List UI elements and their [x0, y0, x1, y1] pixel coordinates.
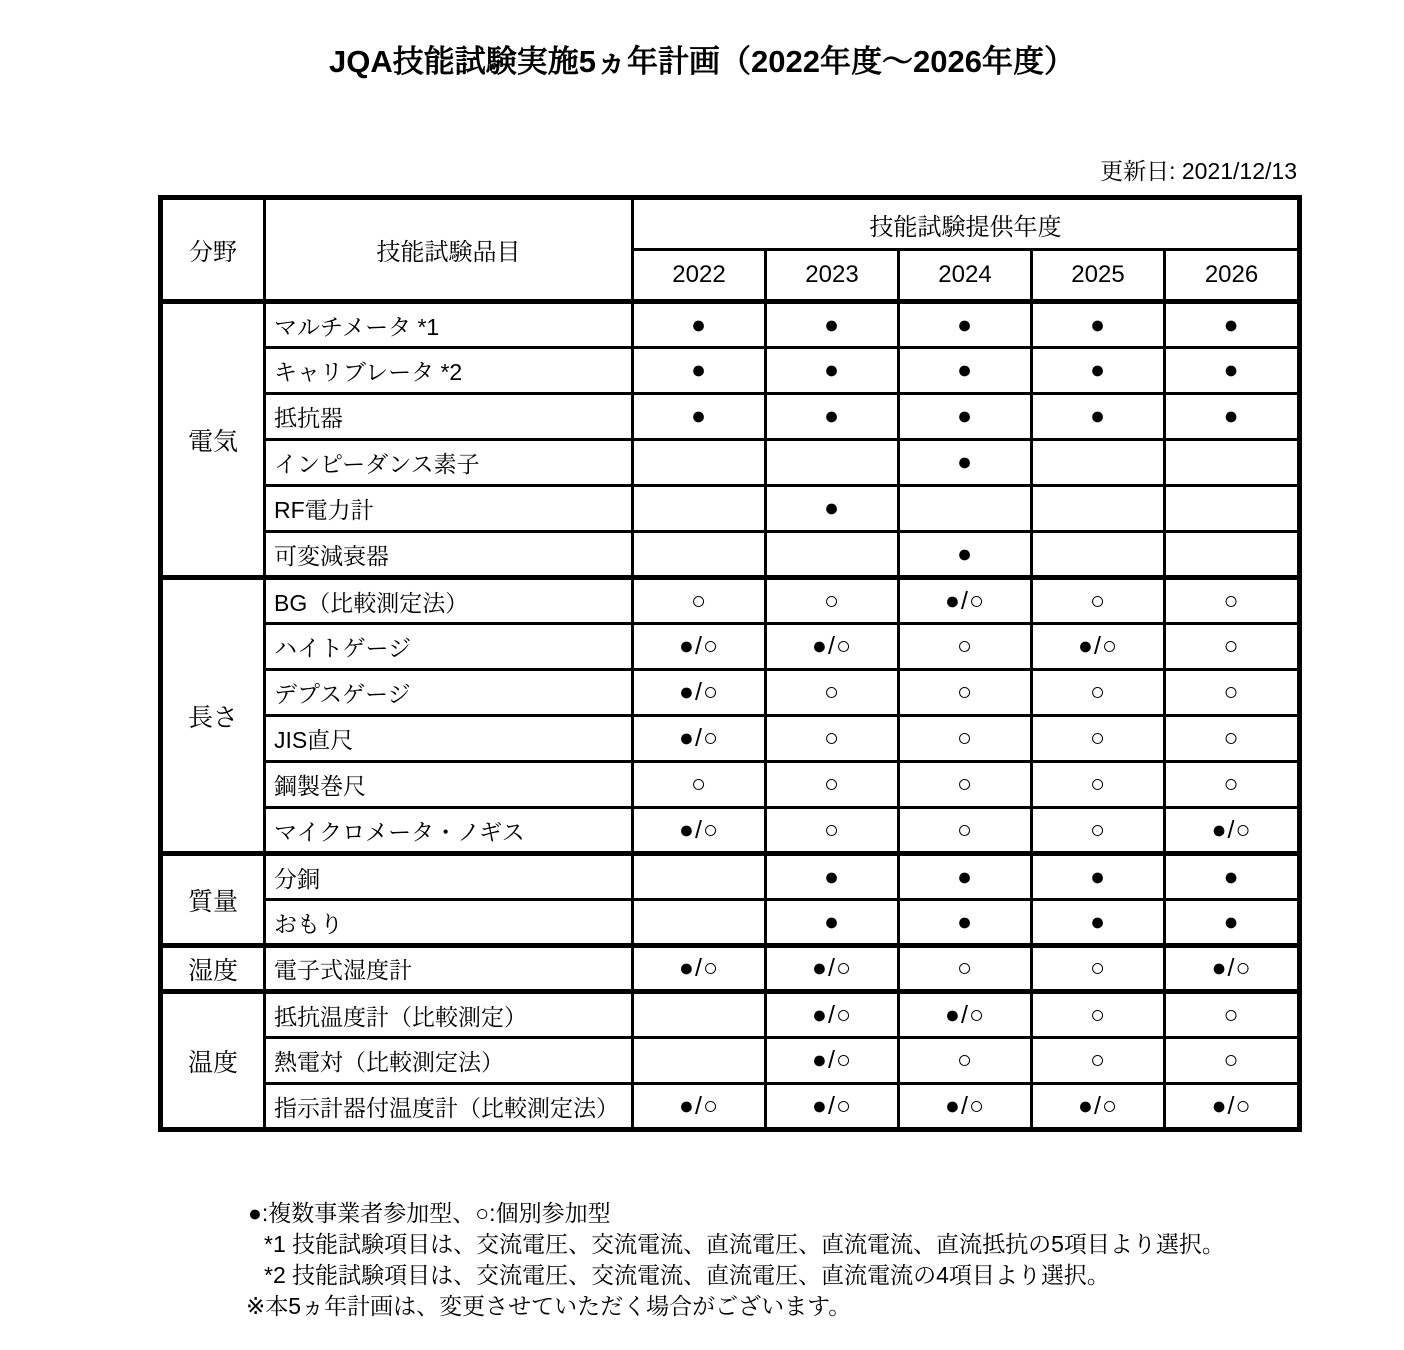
- mark-cell: ●: [899, 348, 1032, 394]
- mark-cell-empty: [633, 992, 766, 1038]
- table-row: [161, 532, 1300, 578]
- mark-cell: ○: [1032, 992, 1165, 1038]
- mark-cell: ●: [1032, 348, 1165, 394]
- mark-cell-empty: [766, 440, 899, 486]
- mark-cell: ○: [1165, 762, 1300, 808]
- item-cell: BG（比較測定法）: [265, 578, 633, 624]
- mark-cell: ●: [1032, 854, 1165, 900]
- column-header-item: 技能試験品目: [265, 198, 633, 302]
- column-header-field: 分野: [161, 198, 265, 302]
- mark-cell: ○: [1165, 1038, 1300, 1084]
- mark-cell: ●/○: [633, 624, 766, 670]
- mark-cell: ●/○: [633, 946, 766, 992]
- table-row: [161, 992, 1300, 1038]
- mark-cell: ●: [766, 854, 899, 900]
- year-header: 2023: [766, 250, 899, 302]
- item-cell: ハイトゲージ: [265, 624, 633, 670]
- mark-cell: ●/○: [899, 1084, 1032, 1130]
- table-header: [161, 198, 1300, 302]
- header-row-top: [161, 198, 1300, 250]
- mark-cell: ○: [1032, 716, 1165, 762]
- mark-cell: ●/○: [1165, 946, 1300, 992]
- item-cell: 電子式湿度計: [265, 946, 633, 992]
- year-header: 2024: [899, 250, 1032, 302]
- table-row: [161, 670, 1300, 716]
- table-row: [161, 440, 1300, 486]
- mark-cell: ●/○: [633, 716, 766, 762]
- mark-cell-empty: [633, 1038, 766, 1084]
- mark-cell: ○: [766, 808, 899, 854]
- mark-cell: ●: [899, 440, 1032, 486]
- mark-cell: ●/○: [766, 624, 899, 670]
- mark-cell: ●: [633, 302, 766, 348]
- mark-cell: ●/○: [633, 670, 766, 716]
- mark-cell: ●: [1165, 900, 1300, 946]
- mark-cell: ●: [766, 348, 899, 394]
- table-row: [161, 624, 1300, 670]
- mark-cell-empty: [633, 900, 766, 946]
- mark-cell: ●: [899, 532, 1032, 578]
- mark-cell: ●/○: [633, 1084, 766, 1130]
- mark-cell: ●/○: [766, 1084, 899, 1130]
- mark-cell: ●: [766, 394, 899, 440]
- table-body: [161, 302, 1300, 1130]
- item-cell: 分銅: [265, 854, 633, 900]
- table-row: [161, 946, 1300, 992]
- table-row: [161, 854, 1300, 900]
- plan-table: [158, 195, 1302, 1132]
- mark-cell: ●/○: [1032, 624, 1165, 670]
- table-row: [161, 302, 1300, 348]
- mark-cell: ○: [1032, 1038, 1165, 1084]
- page-title: JQA技能試験実施5ヵ年計画（2022年度～2026年度）: [329, 44, 1075, 79]
- mark-cell-empty: [899, 486, 1032, 532]
- footnote-2: *2 技能試験項目は、交流電圧、交流電流、直流電圧、直流電流の4項目より選択。: [264, 1262, 1110, 1288]
- mark-cell-empty: [1032, 532, 1165, 578]
- mark-cell: ●/○: [1165, 808, 1300, 854]
- table-row: [161, 1084, 1300, 1130]
- mark-cell: ○: [1032, 946, 1165, 992]
- item-cell: 抵抗温度計（比較測定）: [265, 992, 633, 1038]
- mark-cell-empty: [633, 532, 766, 578]
- mark-cell: ○: [766, 716, 899, 762]
- table-row: [161, 900, 1300, 946]
- table-row: [161, 578, 1300, 624]
- footnotes: [158, 1198, 1338, 1322]
- mark-cell: ○: [633, 578, 766, 624]
- mark-cell: ●: [633, 348, 766, 394]
- mark-cell: ●/○: [766, 992, 899, 1038]
- item-cell: インピーダンス素子: [265, 440, 633, 486]
- column-header-years-group: 技能試験提供年度: [633, 198, 1300, 250]
- mark-cell: ●/○: [899, 992, 1032, 1038]
- year-header: 2026: [1165, 250, 1300, 302]
- mark-cell: ●: [1032, 394, 1165, 440]
- mark-cell-empty: [1165, 486, 1300, 532]
- mark-cell: ●/○: [1032, 1084, 1165, 1130]
- mark-cell: ●: [1032, 900, 1165, 946]
- mark-cell: ○: [1165, 624, 1300, 670]
- mark-cell: ○: [766, 578, 899, 624]
- mark-cell: ●/○: [766, 1038, 899, 1084]
- table-row: [161, 348, 1300, 394]
- mark-cell: ○: [1032, 578, 1165, 624]
- mark-cell: ●: [1165, 302, 1300, 348]
- mark-cell: ○: [766, 670, 899, 716]
- table-row: [161, 394, 1300, 440]
- mark-cell: ●: [766, 486, 899, 532]
- mark-cell: ○: [1165, 670, 1300, 716]
- item-cell: 可変減衰器: [265, 532, 633, 578]
- mark-cell: ○: [899, 624, 1032, 670]
- item-cell: デプスゲージ: [265, 670, 633, 716]
- item-cell: RF電力計: [265, 486, 633, 532]
- item-cell: マルチメータ *1: [265, 302, 633, 348]
- mark-cell: ○: [899, 946, 1032, 992]
- field-cell: 質量: [161, 854, 265, 946]
- mark-cell: ○: [899, 670, 1032, 716]
- item-cell: 熱電対（比較測定法）: [265, 1038, 633, 1084]
- year-header: 2022: [633, 250, 766, 302]
- mark-cell: ○: [899, 716, 1032, 762]
- mark-cell: ○: [1032, 670, 1165, 716]
- field-cell: 温度: [161, 992, 265, 1130]
- mark-cell-empty: [633, 854, 766, 900]
- item-cell: JIS直尺: [265, 716, 633, 762]
- mark-cell: ●: [899, 900, 1032, 946]
- mark-cell-empty: [1165, 440, 1300, 486]
- mark-cell: ○: [1032, 762, 1165, 808]
- legend-note: ●:複数事業者参加型、○:個別参加型: [248, 1200, 611, 1226]
- field-cell: 湿度: [161, 946, 265, 992]
- mark-cell: ○: [1032, 808, 1165, 854]
- mark-cell: ●/○: [899, 578, 1032, 624]
- mark-cell: ●: [899, 854, 1032, 900]
- mark-cell: ○: [899, 1038, 1032, 1084]
- mark-cell: ○: [899, 762, 1032, 808]
- mark-cell: ●: [1032, 302, 1165, 348]
- updated-date: 更新日: 2021/12/13: [1100, 158, 1297, 184]
- table-row: [161, 1038, 1300, 1084]
- mark-cell: ○: [633, 762, 766, 808]
- mark-cell: ●: [899, 302, 1032, 348]
- table-row: [161, 808, 1300, 854]
- mark-cell: ○: [1165, 992, 1300, 1038]
- mark-cell: ○: [1165, 716, 1300, 762]
- mark-cell: ●: [766, 900, 899, 946]
- field-cell: 長さ: [161, 578, 265, 854]
- mark-cell: ●: [1165, 394, 1300, 440]
- mark-cell-empty: [1032, 486, 1165, 532]
- mark-cell: ○: [1165, 578, 1300, 624]
- mark-cell: ○: [766, 762, 899, 808]
- mark-cell-empty: [1032, 440, 1165, 486]
- item-cell: 鋼製巻尺: [265, 762, 633, 808]
- table-row: [161, 762, 1300, 808]
- table-row: [161, 716, 1300, 762]
- mark-cell: ●: [1165, 348, 1300, 394]
- mark-cell-empty: [633, 440, 766, 486]
- item-cell: マイクロメータ・ノギス: [265, 808, 633, 854]
- footnote-1: *1 技能試験項目は、交流電圧、交流電流、直流電圧、直流電流、直流抵抗の5項目より選択。: [264, 1231, 1225, 1257]
- item-cell: 指示計器付温度計（比較測定法）: [265, 1084, 633, 1130]
- item-cell: おもり: [265, 900, 633, 946]
- item-cell: 抵抗器: [265, 394, 633, 440]
- mark-cell: ●/○: [1165, 1084, 1300, 1130]
- mark-cell: ●/○: [766, 946, 899, 992]
- mark-cell: ●: [633, 394, 766, 440]
- mark-cell: ●: [1165, 854, 1300, 900]
- field-cell: 電気: [161, 302, 265, 578]
- mark-cell-empty: [1165, 532, 1300, 578]
- mark-cell-empty: [633, 486, 766, 532]
- mark-cell: ●: [899, 394, 1032, 440]
- mark-cell: ●/○: [633, 808, 766, 854]
- table-row: [161, 486, 1300, 532]
- item-cell: キャリブレータ *2: [265, 348, 633, 394]
- footnote-change: ※本5ヵ年計画は、変更させていただく場合がございます。: [246, 1293, 852, 1319]
- mark-cell: ○: [899, 808, 1032, 854]
- mark-cell: ●: [766, 302, 899, 348]
- mark-cell-empty: [766, 532, 899, 578]
- year-header: 2025: [1032, 250, 1165, 302]
